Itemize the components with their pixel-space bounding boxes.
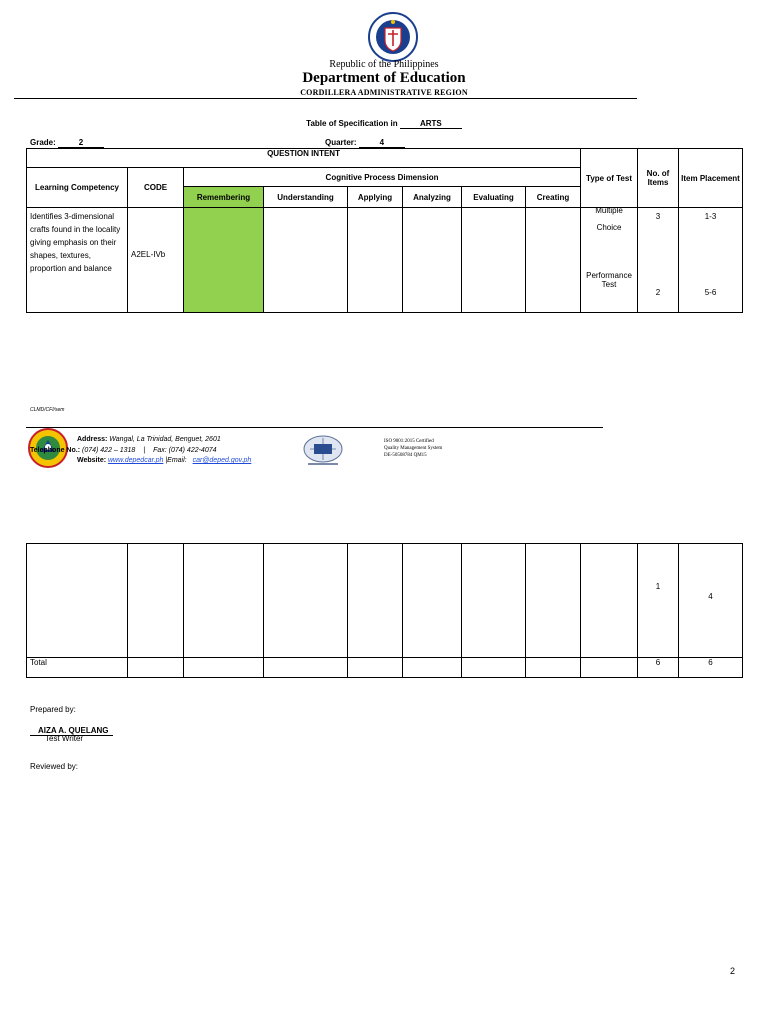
total-understanding — [264, 658, 348, 678]
no-of-items-cell — [638, 208, 679, 313]
type-multiple: Multiple — [595, 206, 623, 215]
total-placement: 6 — [679, 658, 743, 678]
item-placement-cell — [679, 208, 743, 313]
placement-first: 1-3 — [704, 212, 717, 221]
telephone-line — [30, 447, 217, 454]
grade-line — [30, 138, 104, 148]
type-of-test-header: Type of Test — [581, 149, 638, 208]
understanding-cell-2 — [264, 544, 348, 658]
items-second: 2 — [655, 288, 661, 297]
total-type — [581, 658, 638, 678]
level-applying: Applying — [348, 187, 403, 208]
specification-table-continued — [26, 543, 743, 678]
cert-line-1: ISO 9001:2015 Certified — [384, 439, 434, 444]
level-analyzing: Analyzing — [403, 187, 462, 208]
understanding-cell — [264, 208, 348, 313]
placement-second: 5-6 — [704, 288, 717, 297]
creating-cell — [526, 208, 581, 313]
cert-line-3: DE-50508784 QM15 — [384, 453, 427, 458]
applying-cell — [348, 208, 403, 313]
title-subject: ARTS — [400, 119, 462, 129]
cognitive-dimension-header: Cognitive Process Dimension — [184, 168, 581, 187]
writer-role: Test Writer — [45, 734, 84, 743]
telephone-label: Telephone No.: — [30, 447, 81, 454]
address-line — [77, 436, 221, 443]
page-number: 2 — [730, 966, 736, 976]
department-title: Department of Education — [302, 70, 466, 86]
code-header: CODE — [128, 168, 184, 208]
prepared-by-label: Prepared by: — [30, 705, 76, 714]
iso-certification-text — [384, 438, 442, 459]
evaluating-cell — [462, 208, 526, 313]
type-of-test-cell-2 — [581, 544, 638, 658]
telephone-value: (074) 422 – 1318 — [82, 447, 136, 454]
type-test: Test — [601, 280, 617, 289]
address-label: Address: — [77, 436, 108, 443]
level-understanding: Understanding — [264, 187, 348, 208]
title-label: Table of Specification in — [306, 119, 398, 128]
total-analyzing — [403, 658, 462, 678]
creating-cell-2 — [526, 544, 581, 658]
type-of-test-cell — [581, 208, 638, 313]
total-remembering — [184, 658, 264, 678]
footer-divider — [26, 427, 603, 428]
type-performance: Performance — [586, 271, 632, 280]
deped-seal-icon — [368, 12, 418, 62]
fax-label: Fax: — [153, 447, 167, 454]
learning-competency-header: Learning Competency — [27, 168, 128, 208]
table-title — [0, 119, 768, 129]
total-evaluating — [462, 658, 526, 678]
grade-label: Grade: — [30, 138, 56, 147]
region-title: CORDILLERA ADMINISTRATIVE REGION — [300, 88, 468, 97]
quarter-label: Quarter: — [325, 138, 357, 147]
analyzing-cell — [403, 208, 462, 313]
total-label: Total — [27, 658, 128, 678]
level-creating: Creating — [526, 187, 581, 208]
evaluating-cell-2 — [462, 544, 526, 658]
address-value: Wangal, La Trinidad, Benguet, 2601 — [109, 436, 221, 443]
item-placement-header: Item Placement — [679, 149, 743, 208]
document-code: CLMD/CFI/sem — [30, 407, 65, 413]
email-label: |Email: — [165, 457, 187, 464]
remembering-cell-2 — [184, 544, 264, 658]
items-cell-2: 1 — [638, 544, 679, 658]
website-label: Website: — [77, 457, 107, 464]
writer-name: AIZA A. QUELANG — [30, 726, 113, 736]
republic-text: Republic of the Philippines — [329, 59, 439, 70]
separator: | — [143, 447, 146, 454]
email-link[interactable]: car@deped.gov.ph — [192, 457, 252, 464]
type-choice: Choice — [596, 223, 622, 232]
code-cell-2 — [128, 544, 184, 658]
quarter-value: 4 — [359, 138, 405, 148]
reviewed-by-label: Reviewed by: — [30, 762, 79, 771]
competency-cell-2 — [27, 544, 128, 658]
no-of-items-header: No. of Items — [638, 149, 679, 208]
grade-value: 2 — [58, 138, 104, 148]
website-line — [77, 457, 251, 464]
remembering-cell — [184, 208, 264, 313]
total-items: 6 — [638, 658, 679, 678]
website-link[interactable]: www.depedcar.ph — [108, 457, 164, 464]
items-first: 3 — [655, 212, 661, 221]
level-remembering: Remembering — [184, 187, 264, 208]
competency-cell: Identifies 3-dimensional crafts found in the locality giving emphasis on their shapes, textures, proportion and balance — [27, 208, 128, 313]
specification-table — [26, 148, 743, 313]
quarter-line — [325, 138, 405, 148]
fax-value: (074) 422-4074 — [168, 447, 217, 454]
analyzing-cell-2 — [403, 544, 462, 658]
level-evaluating: Evaluating — [462, 187, 526, 208]
question-intent-header: QUESTION INTENT — [27, 149, 581, 168]
header-divider — [14, 98, 637, 99]
applying-cell-2 — [348, 544, 403, 658]
cert-line-2: Quality Management System — [384, 446, 443, 451]
total-applying — [348, 658, 403, 678]
iso-certification-logo-icon — [302, 434, 344, 468]
placement-cell-2: 4 — [679, 544, 743, 658]
total-code — [128, 658, 184, 678]
code-cell: A2EL-IVb — [128, 208, 184, 313]
total-creating — [526, 658, 581, 678]
